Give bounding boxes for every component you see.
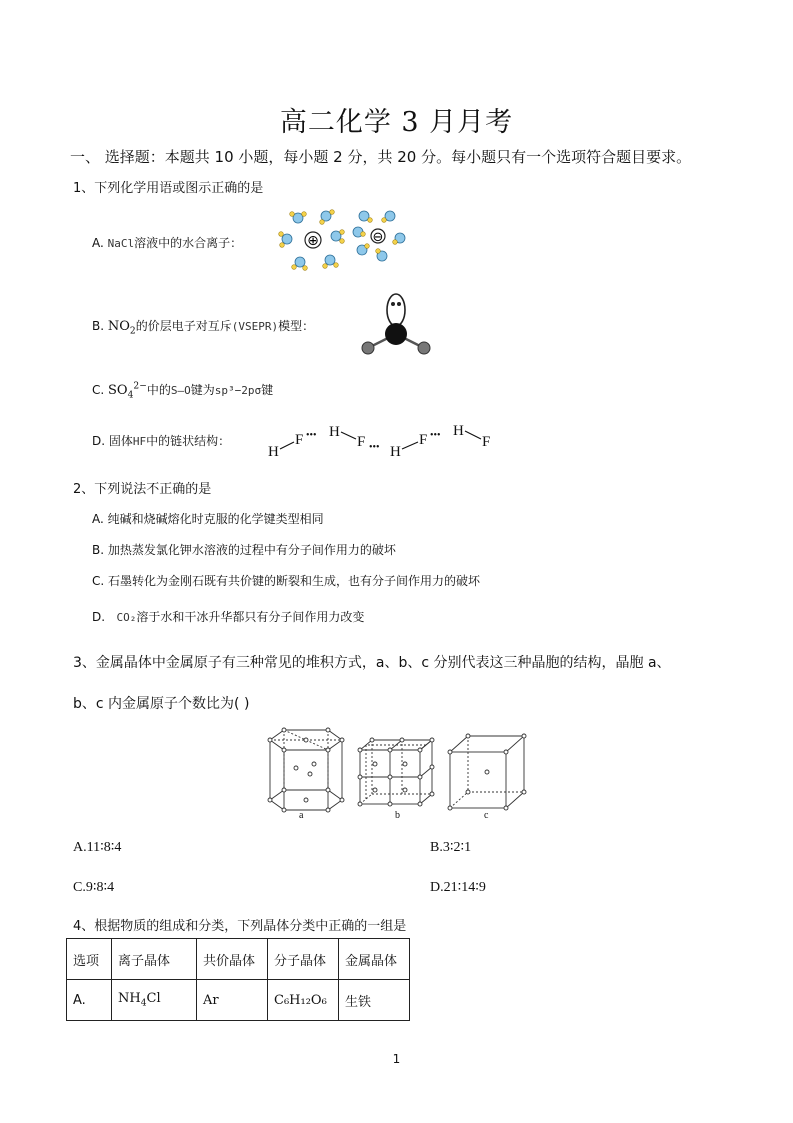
q3-option-d: D.21∶14∶9	[430, 880, 486, 895]
page-title: 高二化学 3 月月考	[279, 107, 514, 138]
anion-sign: ⊖	[372, 230, 384, 245]
option-text: 溶于水和干冰升华都只有分子间作用力改变	[136, 610, 365, 624]
cell-a-hcp	[268, 728, 344, 812]
option-letter: B.	[92, 319, 105, 333]
table-header-cell: 选项	[67, 939, 112, 980]
formula: CO₂	[116, 611, 137, 624]
bond-label: S–O	[170, 384, 191, 397]
cell-label-b: b	[395, 810, 400, 821]
atom-h: H	[390, 444, 401, 460]
atom-f: F	[482, 434, 491, 450]
table-header-cell: 离子晶体	[112, 939, 197, 980]
q2-option-b: B. 加热蒸发氯化钾水溶液的过程中有分子间作用力的破坏	[92, 543, 396, 557]
q2-option-c: C. 石墨转化为金刚石既有共价键的断裂和生成，也有分子间作用力的破坏	[92, 574, 481, 588]
option-letter: A.	[92, 236, 104, 250]
crystal-classification-table	[66, 938, 410, 1021]
vsepr-model-diagram	[358, 290, 438, 362]
table-cell-metal: 生铁	[339, 980, 410, 1021]
cell-label-c: c	[484, 810, 489, 821]
cell-label-a: a	[299, 810, 304, 821]
atom-h: H	[268, 444, 279, 460]
option-letter: C.	[92, 383, 105, 397]
h-bond-dots: •••	[430, 430, 441, 441]
formula: HF	[132, 435, 147, 448]
table-cell-ionic: $NH_4Cl$	[112, 980, 197, 1021]
table-header-cell: 分子晶体	[268, 939, 339, 980]
atom-h: H	[453, 423, 464, 439]
question-3-line-2: b、c 内金属原子个数比为( )	[73, 696, 250, 712]
h-bond-dots: •••	[306, 430, 317, 441]
option-text: 的价层电子对互斥	[135, 319, 232, 333]
cell-b-fcc-stack	[358, 738, 434, 806]
hf-chain-diagram	[262, 418, 502, 462]
question-1-stem: 1、下列化学用语或图示正确的是	[73, 181, 264, 196]
option-text-3: 键	[261, 383, 274, 397]
table-header-cell: 金属晶体	[339, 939, 410, 980]
h-bond-dots: •••	[369, 442, 380, 453]
table-cell-option: A.	[67, 980, 112, 1021]
option-letter: D.	[92, 610, 106, 624]
vsepr-label: (VSEPR)	[231, 320, 279, 333]
atom-f: F	[357, 434, 366, 450]
option-text-2: 中的链状结构：	[146, 434, 231, 448]
table-row	[67, 980, 410, 1021]
cation-sign: ⊕	[307, 233, 319, 249]
q1-option-c	[92, 381, 273, 401]
table-cell-molecular: C₆H₁₂O₆	[268, 980, 339, 1021]
atom-h: H	[329, 424, 340, 440]
option-text: 中的	[146, 383, 171, 397]
atom-f: F	[419, 432, 428, 448]
option-text-2: 键为	[190, 383, 215, 397]
q2-option-a: A. 纯碱和烧碱熔化时克服的化学键类型相同	[92, 512, 324, 526]
formula: NaCl	[107, 237, 135, 250]
section-heading: 一、 选择题：本题共 10 小题，每小题 2 分，共 20 分。每小题只有一个选项符合题目要求。	[70, 148, 692, 166]
table-cell-covalent: Ar	[197, 980, 268, 1021]
cell-c-bcc	[448, 734, 526, 810]
q3-option-a: A.11∶8∶4	[73, 840, 122, 855]
question-2-stem: 2、下列说法不正确的是	[73, 482, 212, 497]
q3-option-c: C.9∶8∶4	[73, 880, 115, 895]
q1-option-d	[92, 432, 230, 449]
formula: $SO_4^{2-}$	[108, 381, 147, 401]
q1-option-a	[92, 234, 242, 251]
option-letter: D.	[92, 434, 106, 448]
table-header-row	[67, 939, 410, 980]
option-text-2: 模型：	[278, 319, 315, 333]
option-text: 固体	[108, 434, 133, 448]
table-header-cell: 共价晶体	[197, 939, 268, 980]
cation-cluster	[279, 210, 345, 271]
formula: $NO_2$	[107, 319, 136, 337]
hydrated-ions-diagram	[278, 206, 408, 274]
anion-cluster	[353, 211, 405, 261]
q1-option-b	[92, 317, 314, 337]
question-3-line-1: 3、金属晶体中金属原子有三种常见的堆积方式，a、b、c 分别代表这三种晶胞的结构，晶胞 a、	[73, 655, 671, 671]
atom-f: F	[295, 432, 304, 448]
q2-option-d	[92, 608, 364, 625]
option-text: 溶液中的水合离子：	[134, 236, 243, 250]
q3-option-b: B.3∶2∶1	[430, 840, 472, 855]
question-4-stem: 4、根据物质的组成和分类，下列晶体分类中正确的一组是	[73, 919, 407, 934]
page-number: 1	[392, 1052, 401, 1066]
orbital-label: sp³−2pσ	[214, 384, 262, 397]
